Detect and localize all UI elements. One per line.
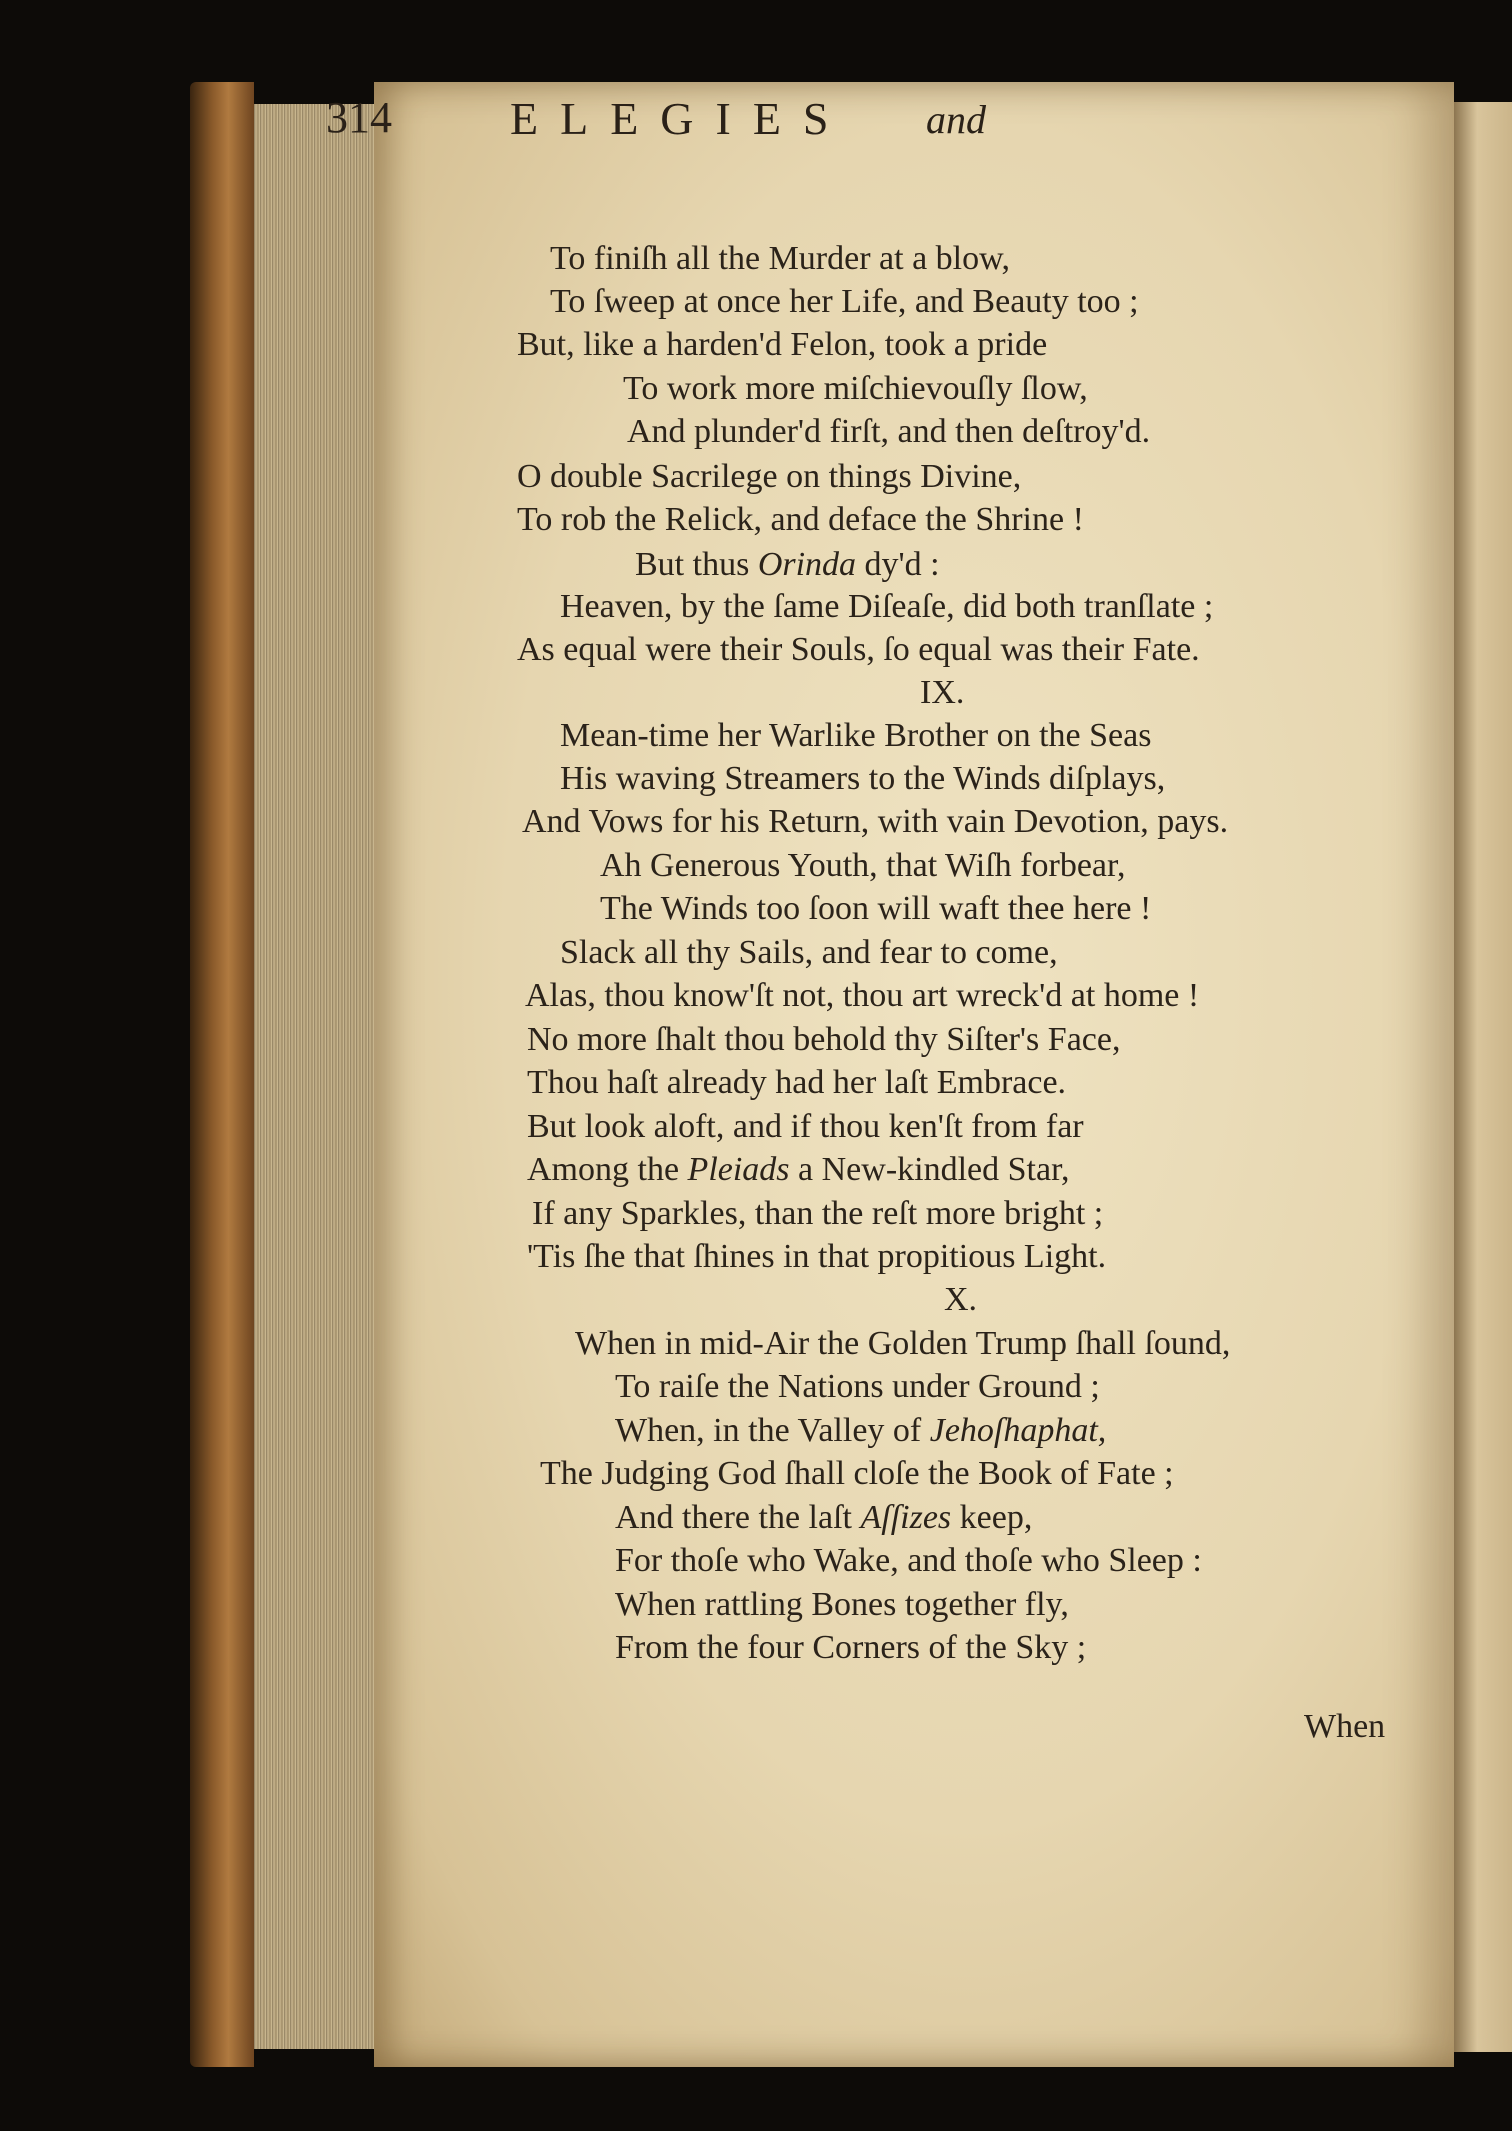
verse-line: But, like a harden'd Felon, took a pride	[517, 326, 1048, 363]
verse-line: Mean-time her Warlike Brother on the Seas	[560, 717, 1152, 754]
verse-line: From the four Corners of the Sky ;	[615, 1629, 1087, 1666]
verse-line: Slack all thy Sails, and fear to come,	[560, 934, 1058, 971]
verse-text: And there the laſt	[615, 1499, 861, 1536]
running-title: ELEGIES	[510, 93, 851, 144]
stanza-numeral: X.	[944, 1281, 978, 1318]
italic-name: Aſſizes	[860, 1499, 952, 1536]
verse-line: If any Sparkles, than the reſt more bright ;	[532, 1195, 1104, 1232]
verse-text: Among the	[527, 1151, 688, 1188]
verse-line: When in mid-Air the Golden Trump ſhall ſound,	[575, 1325, 1231, 1362]
verse-line: 'Tis ſhe that ſhines in that propitious Light.	[527, 1238, 1107, 1275]
italic-name: Pleiads	[687, 1151, 790, 1188]
verse-line: For thoſe who Wake, and thoſe who Sleep :	[615, 1542, 1202, 1579]
book-cover	[190, 82, 254, 2067]
verse-line	[635, 546, 940, 584]
verse-line: Thou haſt already had her laſt Embrace.	[527, 1064, 1067, 1101]
running-title-italic: and	[926, 97, 986, 142]
verse-line: To ſweep at once her Life, and Beauty too ;	[550, 283, 1139, 320]
verse-line: But look aloft, and if thou ken'ſt from far	[527, 1108, 1084, 1145]
verse-text: keep,	[951, 1499, 1033, 1536]
verse-line: His waving Streamers to the Winds diſplays,	[560, 760, 1166, 797]
verse-line: Alas, thou know'ſt not, thou art wreck'd at home !	[525, 977, 1200, 1014]
verse-line: The Winds too ſoon will waft thee here !	[600, 890, 1152, 927]
running-header	[326, 92, 1226, 162]
verse-line: Heaven, by the ſame Diſeaſe, did both tranſlate ;	[560, 588, 1214, 625]
page-edges	[254, 104, 374, 2049]
verse-line: And Vows for his Return, with vain Devotion, pays.	[522, 803, 1229, 840]
verse-line: The Judging God ſhall cloſe the Book of Fate ;	[540, 1455, 1174, 1492]
verse-line: To finiſh all the Murder at a blow,	[550, 240, 1010, 277]
verse-line: When rattling Bones together fly,	[615, 1586, 1069, 1623]
italic-name: Orinda	[757, 546, 857, 583]
verse-text: But thus	[635, 546, 758, 583]
verse-text: dy'd :	[856, 546, 940, 583]
verse-line: No more ſhalt thou behold thy Siſter's Face,	[527, 1021, 1121, 1058]
stanza-numeral: IX.	[920, 674, 965, 711]
verse-line: O double Sacrilege on things Divine,	[517, 458, 1022, 495]
verse-line: To work more miſchievouſly ſlow,	[623, 370, 1088, 407]
verse-line	[615, 1412, 1106, 1450]
verse-text: a New-kindled Star,	[789, 1151, 1070, 1188]
verse-line: And plunder'd firſt, and then deſtroy'd.	[627, 413, 1151, 450]
page-number: 314	[326, 93, 392, 142]
verse-line	[527, 1151, 1070, 1189]
next-page-edge	[1454, 102, 1512, 2052]
verse-line: To raiſe the Nations under Ground ;	[615, 1368, 1100, 1405]
verse-line: Ah Generous Youth, that Wiſh forbear,	[600, 847, 1126, 884]
italic-name: Jehoſhaphat,	[929, 1412, 1107, 1449]
catchword: When	[1304, 1708, 1386, 1745]
verse-line	[615, 1499, 1032, 1537]
verse-line: As equal were their Souls, ſo equal was their Fate.	[517, 631, 1200, 668]
verse-line: To rob the Relick, and deface the Shrine !	[517, 501, 1084, 538]
verse-text: When, in the Valley of	[615, 1412, 930, 1449]
